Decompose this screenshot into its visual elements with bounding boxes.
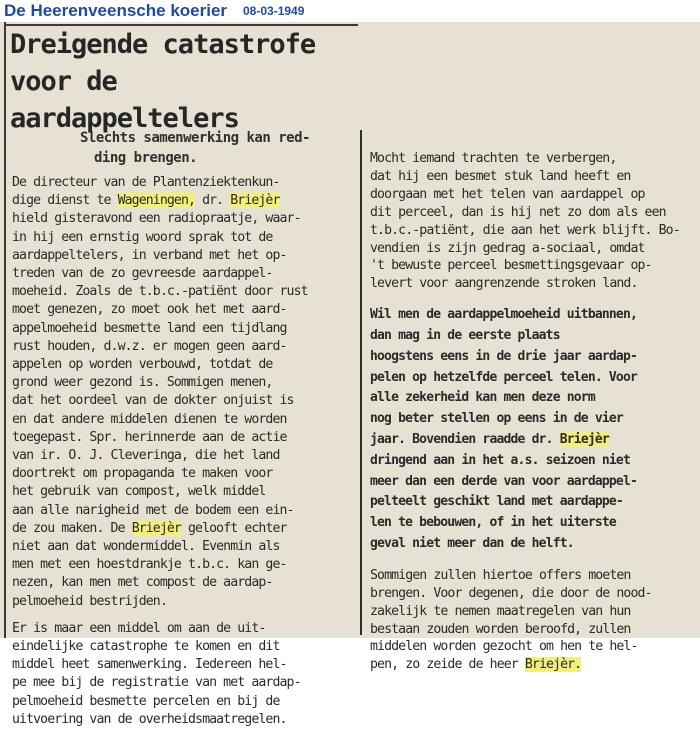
newspaper-title: De Heerenveensche koerier bbox=[4, 1, 228, 20]
text-line: zakelijk te nemen maatregelen van hun bbox=[370, 603, 631, 619]
highlighted-name: Briejèr bbox=[230, 193, 280, 209]
subheadline-line: Slechts samenwerking kan red- bbox=[80, 130, 310, 146]
text-line: brengen. Voor degenen, die door de nood- bbox=[370, 585, 652, 601]
text-line bbox=[370, 656, 692, 674]
text-line: appelmoeheid besmette land een tijdlang bbox=[12, 320, 287, 336]
column-divider bbox=[360, 130, 362, 635]
clipping-header bbox=[0, 0, 700, 22]
text-line: pelmoeheid besmette percelen en bij de bbox=[12, 693, 280, 709]
text-line: dat het oordeel van de dokter onjuist is bbox=[12, 393, 294, 409]
headline-line: Dreigende catastrofe bbox=[10, 29, 316, 60]
text-line: 't bewuste perceel besmettingsgevaar op- bbox=[370, 258, 652, 274]
paragraph bbox=[370, 567, 692, 674]
highlighted-name: Briejèr bbox=[131, 520, 181, 536]
text-line: uitvoering van de overheidsmaatregelen. bbox=[12, 711, 287, 727]
text-line: nezen, kan men met compost de aardap- bbox=[12, 575, 273, 591]
text-line: moet genezen, zo moet ook het met aard- bbox=[12, 302, 287, 318]
text-line: t.b.c.-patiënt, die aan het werk blijft. Bo- bbox=[370, 222, 680, 238]
text-segment: gelooft echter bbox=[180, 520, 287, 536]
text-line: Er is maar een middel om aan de uit- bbox=[12, 620, 266, 636]
text-line: treden van de zo gevreesde aardappel- bbox=[12, 266, 273, 282]
text-line bbox=[370, 430, 692, 451]
left-column bbox=[12, 174, 357, 729]
text-line: aan alle narigheid met de bodem een ein- bbox=[12, 502, 294, 518]
right-column bbox=[370, 150, 692, 674]
text-line: van ir. O. J. Cleveringa, die het land bbox=[12, 448, 280, 464]
text-line: pelen op hetzelfde perceel telen. Voor bbox=[370, 369, 638, 385]
text-line: bestaan zouden worden beroofd, zullen bbox=[370, 621, 631, 637]
text-line: eindelijke catastrophe te komen en dit bbox=[12, 639, 280, 655]
text-segment: de zou maken. De bbox=[12, 520, 132, 536]
headline-line: voor de aardappeltelers bbox=[10, 66, 239, 134]
clipping-left-border bbox=[4, 22, 6, 638]
text-line: pe mee bij de registratie van met aardap- bbox=[12, 675, 301, 691]
newspaper-clipping bbox=[0, 22, 700, 727]
text-line bbox=[12, 520, 357, 538]
text-line: Wil men de aardappelmoeheid uitbannen, bbox=[370, 307, 638, 323]
text-line: pelteelt geschikt land met aardappe- bbox=[370, 494, 623, 510]
text-line: toegepast. Spr. herinnerde aan de actie bbox=[12, 429, 287, 445]
text-line: moeheid. Zoals de t.b.c.-patiënt door rust bbox=[12, 284, 308, 300]
text-line: middelen worden gezocht om hen te hel- bbox=[370, 639, 638, 655]
text-line: en dat andere middelen dienen te worden bbox=[12, 411, 287, 427]
text-line: vendien is zijn gedrag a-sociaal, omdat bbox=[370, 240, 645, 256]
text-line: men met een hoestdrankje t.b.c. kan ge- bbox=[12, 557, 287, 573]
highlighted-name: Briejèr bbox=[559, 432, 609, 448]
text-segment: jaar. Bovendien raadde dr. bbox=[370, 432, 560, 448]
paragraph-bold bbox=[370, 305, 692, 555]
text-line: Sommigen zullen hiertoe offers moeten bbox=[370, 567, 631, 583]
text-line: rust houden, d.w.z. er mogen geen aard- bbox=[12, 338, 287, 354]
text-line: pelmoeheid bestrijden. bbox=[12, 593, 167, 609]
highlighted-name: Briejèr. bbox=[524, 657, 582, 673]
paragraph bbox=[12, 620, 357, 729]
article-subheadline bbox=[80, 128, 350, 168]
text-line: niet aan dat wondermiddel. Evenmin als bbox=[12, 539, 280, 555]
text-segment: dr. bbox=[195, 193, 231, 209]
subheadline-line: ding brengen. bbox=[94, 150, 198, 166]
article-headline bbox=[10, 26, 355, 137]
text-line: dringend aan in het a.s. seizoen niet bbox=[370, 452, 630, 468]
text-line: Mocht iemand trachten te verbergen, bbox=[370, 151, 617, 166]
text-line: grond weer gezond is. Sommigen menen, bbox=[12, 375, 273, 391]
text-line: hoogstens eens in de drie jaar aardap- bbox=[370, 348, 638, 364]
text-segment: pen, zo zeide de heer bbox=[370, 657, 525, 673]
text-line: meer dan een derde van voor aardappel- bbox=[370, 473, 638, 489]
paragraph bbox=[12, 174, 357, 611]
text-line: het gebruik van compost, welk middel bbox=[12, 484, 266, 500]
text-line: doortrekt om propaganda te maken voor bbox=[12, 466, 273, 482]
highlighted-name: Wageningen, bbox=[117, 193, 196, 209]
publication-date: 08-03-1949 bbox=[243, 4, 305, 18]
text-line: hield gisteravond een radiopraatje, waar- bbox=[12, 211, 301, 227]
text-line: dat hij een besmet stuk land heeft en bbox=[370, 168, 631, 184]
text-line: levert voor aangrenzende stroken land. bbox=[370, 276, 638, 292]
paragraph bbox=[370, 150, 692, 293]
text-line bbox=[12, 192, 357, 210]
text-line: in hij een ernstig woord sprak tot de bbox=[12, 229, 273, 245]
text-line: nog beter stellen op eens in de vier bbox=[370, 411, 623, 427]
text-line: geval niet meer dan de helft. bbox=[370, 536, 574, 552]
text-line: middel heet samenwerking. Iedereen hel- bbox=[12, 657, 287, 673]
text-line: aardappeltelers, in verband met het op- bbox=[12, 247, 287, 263]
text-line: dit perceel, dan is hij net zo dom als een bbox=[370, 204, 666, 220]
text-line: dan mag in de eerste plaats bbox=[370, 328, 560, 344]
text-line: appelen op worden verbouwd, totdat de bbox=[12, 357, 273, 373]
text-line: len te bebouwen, of in het uiterste bbox=[370, 515, 616, 531]
text-line: doorgaan met het telen van aardappel op bbox=[370, 186, 645, 202]
text-line: alle zekerheid kan men deze norm bbox=[370, 390, 595, 406]
text-line: De directeur van de Plantenziektenkun- bbox=[12, 175, 280, 190]
text-segment: dige dienst te bbox=[12, 193, 118, 209]
